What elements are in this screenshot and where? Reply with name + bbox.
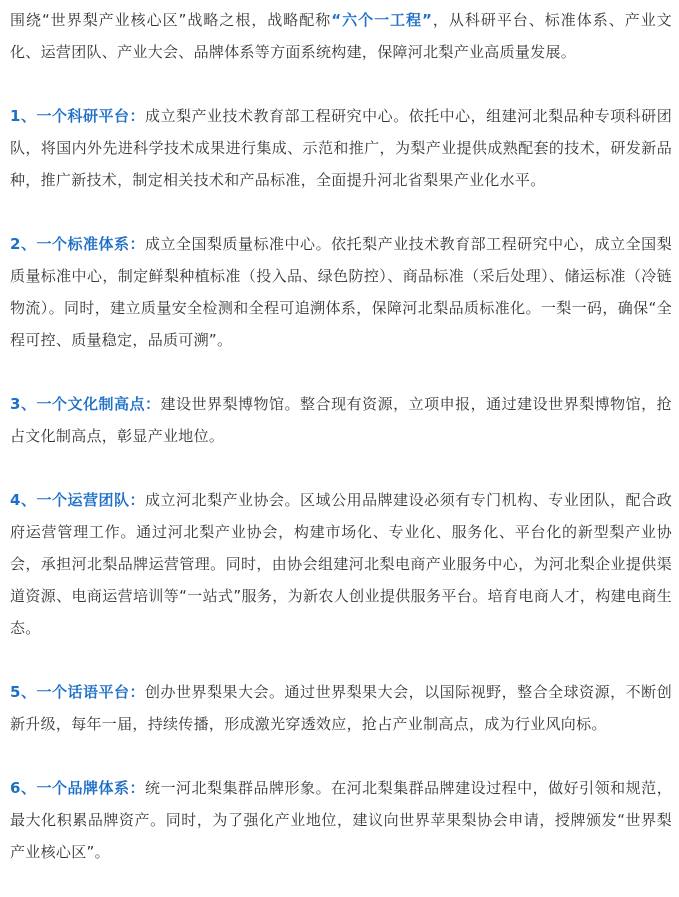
section-body: 统一河北梨集群品牌形象。在河北梨集群品牌建设过程中，做好引领和规范，最大化积累品牌资产。同时，为了强化产业地位，建议向世界苹果梨协会申请，授牌颁发“世界梨产业核心区”。 — [10, 779, 672, 861]
section-heading: 2、一个标准体系： — [10, 235, 145, 253]
section-heading: 3、一个文化制高点： — [10, 395, 161, 413]
section-heading: 6、一个品牌体系： — [10, 779, 145, 797]
section-heading: 4、一个运营团队： — [10, 491, 145, 509]
section-heading: 1、一个科研平台： — [10, 107, 145, 125]
section-body: 成立河北梨产业协会。区域公用品牌建设必须有专门机构、专业团队，配合政府运营管理工作。通过河北梨产业协会，构建市场化、专业化、服务化、平台化的新型梨产业协会，承担河北梨品牌运营管理。同时，由协会组建河北梨电商产业服务中心，为河北梨企业提供渠道资源、电商运营培训等“一站式”服务，为新农人创业提供服务平台。培育电商人才，构建电商生态。 — [10, 491, 672, 637]
intro-highlight: “六个一工程” — [331, 11, 433, 29]
section-body: 成立梨产业技术教育部工程研究中心。依托中心，组建河北梨品种专项科研团队，将国内外先进科学技术成果进行集成、示范和推广，为梨产业提供成熟配套的技术，研发新品种，推广新技术，制定相关技术和产品标准，全面提升河北省梨果产业化水平。 — [10, 107, 672, 189]
intro-text-before: 围绕“世界梨产业核心区”战略之根，战略配称 — [10, 11, 332, 29]
section-operation-team — [10, 484, 672, 644]
section-body: 创办世界梨果大会。通过世界梨果大会，以国际视野，整合全球资源，不断创新升级，每年一届，持续传播，形成激光穿透效应，抢占产业制高点，成为行业风向标。 — [10, 683, 672, 733]
section-body: 成立全国梨质量标准中心。依托梨产业技术教育部工程研究中心，成立全国梨质量标准中心，制定鲜梨种植标准（投入品、绿色防控）、商品标准（采后处理）、储运标准（冷链物流）。同时，建立质量安全检测和全程可追溯体系，保障河北梨品质标准化。一梨一码，确保“全程可控、质量稳定，品质可溯”。 — [10, 235, 672, 349]
intro-text-after: ，从科研平台、标准体系、产业文化、运营团队、产业大会、品牌体系等方面系统构建，保障河北梨产业高质量发展。 — [10, 11, 672, 61]
section-culture-highpoint — [10, 388, 672, 452]
section-standard-system — [10, 228, 672, 356]
section-heading: 5、一个话语平台： — [10, 683, 145, 701]
section-brand-system — [10, 772, 672, 868]
intro-paragraph — [10, 4, 672, 68]
section-body: 建设世界梨博物馆。整合现有资源，立项申报，通过建设世界梨博物馆，抢占文化制高点，彰显产业地位。 — [10, 395, 672, 445]
section-discourse-platform — [10, 676, 672, 740]
section-research-platform — [10, 100, 672, 196]
article-body — [10, 4, 672, 868]
